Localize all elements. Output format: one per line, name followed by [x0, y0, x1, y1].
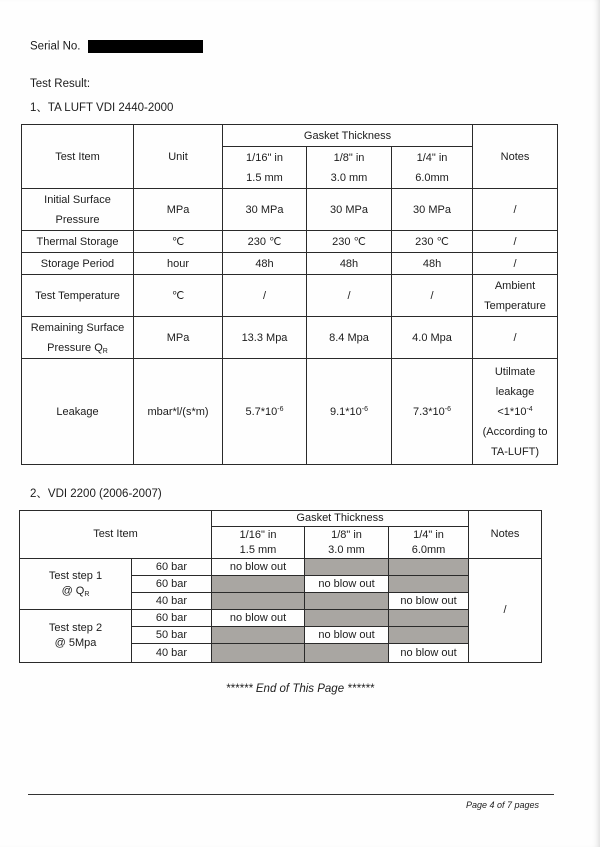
notes-cell: / — [473, 253, 558, 275]
row-label: Leakage — [22, 359, 134, 465]
table-row — [22, 317, 558, 359]
value-cell: / — [392, 275, 473, 317]
result-cell: no blow out — [389, 644, 469, 663]
thickness-col-1: 1/16" in 1.5 mm — [223, 147, 307, 189]
value-cell: 48h — [307, 253, 392, 275]
result-cell: no blow out — [305, 627, 389, 644]
serial-number-line — [30, 40, 203, 53]
header-test-item: Test Item — [20, 511, 212, 559]
header-notes: Notes — [473, 125, 558, 189]
value-cell: 48h — [223, 253, 307, 275]
step-label: Test step 1 @ $Q_R$ — [20, 559, 132, 610]
table-row — [20, 610, 542, 627]
shaded-cell — [389, 627, 469, 644]
value-cell: 30 MPa — [392, 189, 473, 231]
notes-cell: / — [473, 189, 558, 231]
pressure-cell: 60 bar — [132, 610, 212, 627]
pressure-cell: 60 bar — [132, 576, 212, 593]
shaded-cell — [212, 644, 305, 663]
pressure-cell: 60 bar — [132, 559, 212, 576]
step-label: Test step 2 @ 5Mpa — [20, 610, 132, 663]
section-2-heading: 2、VDI 2200 (2006-2007) — [30, 488, 162, 500]
thickness-col-2: 1/8" in 3.0 mm — [307, 147, 392, 189]
row-label: Storage Period — [22, 253, 134, 275]
value-cell: 30 MPa — [307, 189, 392, 231]
value-cell: 230 ℃ — [392, 231, 473, 253]
redacted-serial-bar — [88, 40, 203, 53]
unit-cell: ℃ — [134, 231, 223, 253]
unit-cell: ℃ — [134, 275, 223, 317]
pressure-cell: 50 bar — [132, 627, 212, 644]
page-number: Page 4 of 7 pages — [466, 800, 540, 810]
shaded-cell — [305, 610, 389, 627]
notes-cell: Ambient Temperature — [473, 275, 558, 317]
row-label: Test Temperature — [22, 275, 134, 317]
end-of-page-marker: ****** End of This Page ****** — [225, 683, 375, 695]
thickness-col-3: 1/4" in 6.0mm — [389, 527, 469, 559]
result-cell: no blow out — [389, 593, 469, 610]
result-cell: no blow out — [305, 576, 389, 593]
value-cell: / — [307, 275, 392, 317]
unit-cell: MPa — [134, 317, 223, 359]
row-label: Initial Surface Pressure — [22, 189, 134, 231]
value-cell: 48h — [392, 253, 473, 275]
header-unit: Unit — [134, 125, 223, 189]
test-result-heading: Test Result: — [30, 78, 91, 90]
value-cell: 230 ℃ — [223, 231, 307, 253]
notes-cell: / — [473, 317, 558, 359]
shaded-cell — [212, 593, 305, 610]
shaded-cell — [305, 644, 389, 663]
unit-cell: hour — [134, 253, 223, 275]
shaded-cell — [305, 559, 389, 576]
pressure-cell: 40 bar — [132, 644, 212, 663]
result-cell: no blow out — [212, 610, 305, 627]
thickness-col-2: 1/8" in 3.0 mm — [305, 527, 389, 559]
thickness-col-1: 1/16" in 1.5 mm — [212, 527, 305, 559]
footer-divider — [28, 794, 554, 795]
shaded-cell — [305, 593, 389, 610]
notes-cell: / — [469, 559, 542, 663]
table-row — [22, 231, 558, 253]
row-label: Thermal Storage — [22, 231, 134, 253]
notes-cell: Utilmate leakage $<1*10^{-4}$ (According to TA-LUFT) — [473, 359, 558, 465]
shaded-cell — [389, 610, 469, 627]
value-cell: 230 ℃ — [307, 231, 392, 253]
table-row — [22, 359, 558, 465]
shaded-cell — [212, 576, 305, 593]
value-cell: 13.3 Mpa — [223, 317, 307, 359]
ta-luft-results-table — [21, 124, 558, 465]
section-1-heading: 1、TA LUFT VDI 2440-2000 — [30, 102, 174, 114]
table-row — [20, 559, 542, 576]
shaded-cell — [212, 627, 305, 644]
shaded-cell — [389, 576, 469, 593]
header-gasket-thickness: Gasket Thickness — [223, 125, 473, 147]
value-cell: $7.3*10^{-6}$ — [392, 359, 473, 465]
value-cell: $9.1*10^{-6}$ — [307, 359, 392, 465]
notes-cell: / — [473, 231, 558, 253]
pressure-cell: 40 bar — [132, 593, 212, 610]
serial-label: Serial No. — [30, 40, 81, 53]
shaded-cell — [389, 559, 469, 576]
result-cell: no blow out — [212, 559, 305, 576]
header-gasket-thickness: Gasket Thickness — [212, 511, 469, 527]
value-cell: 30 MPa — [223, 189, 307, 231]
vdi-2200-results-table — [19, 510, 542, 663]
table-row — [22, 253, 558, 275]
value-cell: 4.0 Mpa — [392, 317, 473, 359]
value-cell: / — [223, 275, 307, 317]
value-cell: 8.4 Mpa — [307, 317, 392, 359]
thickness-col-3: 1/4" in 6.0mm — [392, 147, 473, 189]
unit-cell: MPa — [134, 189, 223, 231]
unit-cell: mbar*l/(s*m) — [134, 359, 223, 465]
header-test-item: Test Item — [22, 125, 134, 189]
row-label: Remaining Surface Pressure $Q_R$ — [22, 317, 134, 359]
table-row — [22, 189, 558, 231]
table-row — [22, 275, 558, 317]
header-notes: Notes — [469, 511, 542, 559]
value-cell: $5.7*10^{-6}$ — [223, 359, 307, 465]
